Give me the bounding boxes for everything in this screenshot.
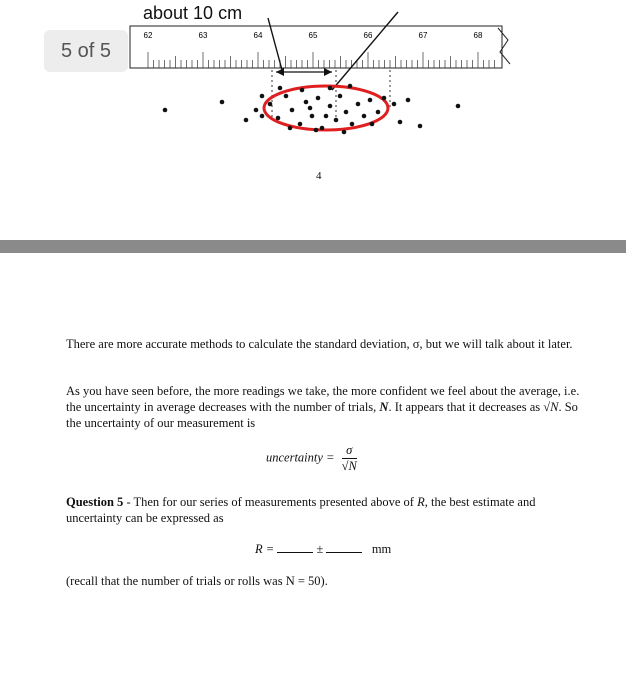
- measurement-dot: [406, 98, 411, 103]
- measurement-dot: [356, 102, 361, 107]
- measurement-dot: [348, 84, 353, 89]
- measurement-dot: [368, 98, 373, 103]
- measurement-dot: [456, 104, 461, 109]
- plus-minus: ±: [316, 542, 324, 556]
- measurement-dot: [314, 128, 319, 133]
- page-badge[interactable]: 5 of 5: [44, 30, 128, 72]
- recall-note: (recall that the number of trials or rolls was N = 50).: [66, 574, 328, 588]
- arrow-head-right: [324, 68, 332, 76]
- p2-sqrt-n: √N: [543, 400, 559, 414]
- p2-text-b: . It appears that it decreases as: [388, 400, 544, 414]
- ruler-tick-label: 68: [473, 31, 483, 40]
- ruler-tick-label: 65: [308, 31, 318, 40]
- measurement-dot: [298, 122, 303, 127]
- measurement-dot: [418, 124, 423, 129]
- formula-fraction: [342, 443, 357, 474]
- measurement-dot: [304, 100, 309, 105]
- p2-text-a: As you have seen before, the more readings we take, the more confident we feel about the average, i.e. the uncertainty in average decreases with the number of trials,: [66, 384, 580, 414]
- measurement-dot: [398, 120, 403, 125]
- page-number: 4: [316, 170, 322, 182]
- measurement-dot: [382, 96, 387, 101]
- formula-lhs: uncertainty =: [266, 450, 335, 465]
- question-5: [66, 494, 582, 526]
- answer-unit: mm: [371, 542, 392, 556]
- measurement-dot: [260, 114, 265, 119]
- ruler-tick-label: 63: [198, 31, 208, 40]
- uncertainty-formula: [266, 443, 357, 474]
- measurement-dot: [290, 108, 295, 113]
- paragraph-std-dev: There are more accurate methods to calculate the standard deviation, σ, but we will talk about it later.: [66, 337, 573, 351]
- measurement-dot: [276, 116, 281, 121]
- measurement-dot: [288, 126, 293, 131]
- measurement-dot: [220, 100, 225, 105]
- question-text-b: , the best estimate and uncertainty can be expressed as: [66, 495, 536, 525]
- formula-numerator: σ: [342, 443, 357, 459]
- measurement-dot: [334, 118, 339, 123]
- measurement-dot: [278, 86, 283, 91]
- measurement-dot: [338, 94, 343, 99]
- measurement-dot: [376, 110, 381, 115]
- measurement-dot: [362, 114, 367, 119]
- p2-n: N: [379, 400, 389, 414]
- answer-blank-estimate[interactable]: [277, 542, 313, 553]
- measurement-dot: [320, 126, 325, 131]
- measurement-dot: [350, 122, 355, 127]
- measurement-dot: [324, 114, 329, 119]
- arrow-head-left: [276, 68, 284, 76]
- ruler-tick-label: 66: [363, 31, 373, 40]
- measurement-dot: [344, 110, 349, 115]
- measurement-dot: [392, 102, 397, 107]
- measurement-dot: [260, 94, 265, 99]
- p2-text-c: . So the uncertainty of our measurement is: [66, 400, 578, 430]
- ruler-tick-label: 64: [253, 31, 263, 40]
- measurement-dot: [254, 108, 259, 113]
- measurement-dot: [316, 96, 321, 101]
- measurement-dot: [300, 88, 305, 93]
- paragraph-uncertainty: [66, 383, 582, 431]
- measurement-dot: [284, 94, 289, 99]
- measurement-dots: [163, 84, 461, 135]
- measurement-dot: [310, 114, 315, 119]
- measurement-dot: [308, 106, 313, 111]
- measurement-dot: [328, 86, 333, 91]
- measurement-dot: [342, 130, 347, 135]
- measurement-dot: [268, 102, 273, 107]
- measurement-dot: [328, 104, 333, 109]
- annotation-text: about 10 cm: [143, 3, 243, 23]
- answer-line: [255, 542, 391, 557]
- question-r: R: [417, 495, 425, 509]
- ruler-tick-label: 67: [418, 31, 428, 40]
- measurement-dot: [244, 118, 249, 123]
- measurement-dot: [163, 108, 168, 113]
- answer-blank-uncertainty[interactable]: [326, 542, 362, 553]
- cluster-ellipse: [264, 86, 388, 130]
- answer-lhs: R =: [255, 542, 275, 556]
- question-text-a: - Then for our series of measurements presented above of: [123, 495, 418, 509]
- measurement-dot: [370, 122, 375, 127]
- formula-denominator: √N: [341, 459, 357, 473]
- page-divider: [0, 240, 626, 253]
- ruler-tick-label: 62: [143, 31, 153, 40]
- question-label: Question 5: [66, 495, 124, 509]
